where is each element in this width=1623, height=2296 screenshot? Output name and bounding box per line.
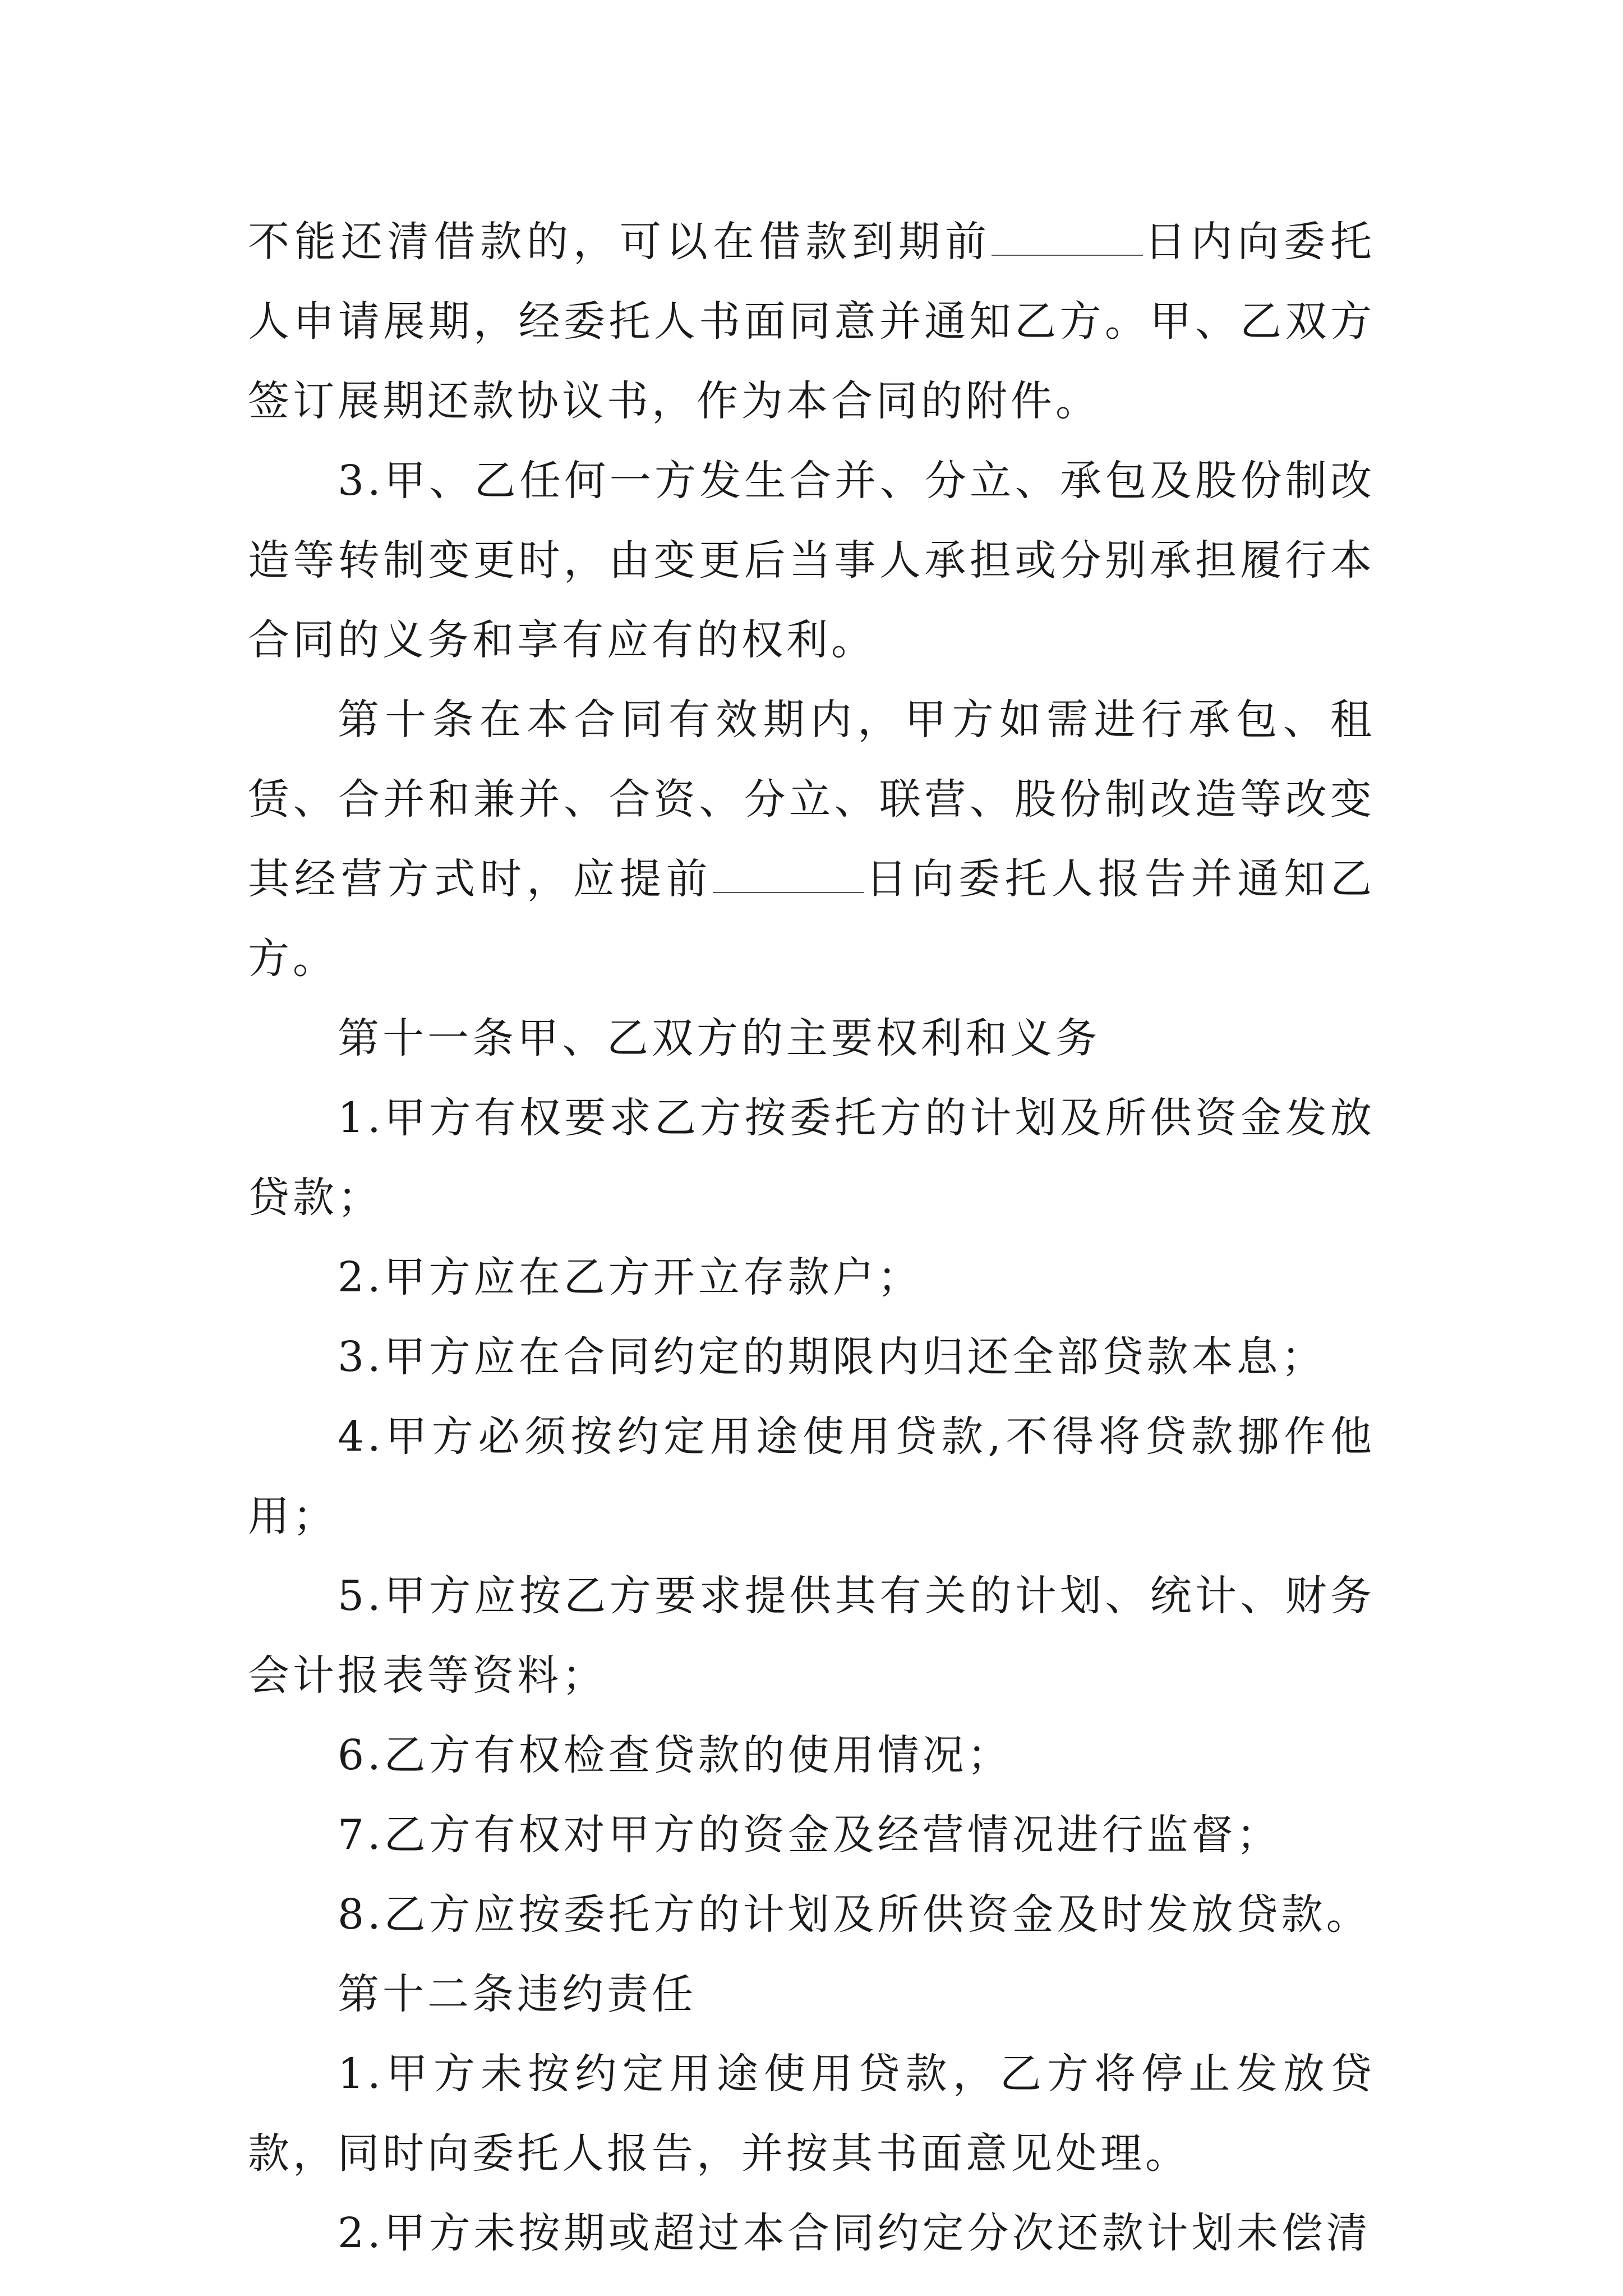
paragraph-text: 日向委托人报告并通知乙方。 <box>248 855 1376 983</box>
list-item <box>248 1397 1375 1556</box>
list-item <box>248 2193 1375 2273</box>
paragraph-text: 3.甲、乙任何一方发生合并、分立、承包及股份制改造等转制变更时，由变更后当事人承担或分别承担履行本合同的义务和享有应有的权利。 <box>248 457 1375 664</box>
paragraph-text: 7.乙方有权对甲方的资金及经营情况进行监督； <box>338 1811 1281 1859</box>
paragraph-merger-clause <box>248 441 1375 680</box>
fill-in-blank <box>992 221 1143 256</box>
document-body <box>248 202 1375 2273</box>
paragraph-text: 8.乙方应按委托方的计划及所供资金及时发放贷款。 <box>338 1890 1371 1939</box>
paragraph-text: 1.甲方未按约定用途使用贷款，乙方将停止发放贷款，同时向委托人报告，并按其书面意见处理。 <box>248 2050 1375 2178</box>
paragraph-text: 第十一条甲、乙双方的主要权利和义务 <box>338 1014 1100 1062</box>
list-item <box>248 1237 1375 1317</box>
paragraph-text: 第十条在本合同有效期内，甲方如需进行承包、租赁、合并和兼并、合资、分立、联营、股份制改造等改变其经营方式时，应提前 <box>248 696 1375 903</box>
paragraph-text: 2.甲方应在乙方开立存款户； <box>338 1253 923 1301</box>
paragraph-text: 2.甲方未按期或超过本合同约定分次还款计划未偿清 <box>338 2209 1371 2257</box>
fill-in-blank <box>713 858 864 893</box>
paragraph-text: 5.甲方应按乙方要求提供其有关的计划、统计、财务会计报表等资料； <box>248 1572 1375 1700</box>
paragraph-text: 不能还清借款的，可以在借款到期前 <box>248 218 992 266</box>
list-item <box>248 1715 1375 1795</box>
paragraph-text: 1.甲方有权要求乙方按委托方的计划及所供资金发放贷款； <box>248 1094 1375 1222</box>
paragraph-text: 3.甲方应在合同约定的期限内归还全部贷款本息； <box>338 1333 1326 1381</box>
paragraph-text: 6.乙方有权检查贷款的使用情况； <box>338 1731 1012 1779</box>
list-item <box>248 1317 1375 1397</box>
article-11-heading <box>248 999 1375 1078</box>
paragraph-text: 第十二条违约责任 <box>338 1970 697 2018</box>
list-item <box>248 1556 1375 1715</box>
paragraph-article-10 <box>248 680 1375 999</box>
list-item <box>248 1078 1375 1237</box>
list-item <box>248 1795 1375 1875</box>
article-12-heading <box>248 1954 1375 2034</box>
paragraph-text: 日内向委托人申请展期，经委托人书面同意并通知乙方。甲、乙双方签订展期还款协议书，作为本合同的附件。 <box>248 218 1376 425</box>
paragraph-text: 4.甲方必须按约定用途使用贷款,不得将贷款挪作他用； <box>248 1412 1375 1540</box>
list-item <box>248 1875 1375 1954</box>
list-item <box>248 2034 1375 2193</box>
paragraph-extension-request <box>248 202 1375 441</box>
